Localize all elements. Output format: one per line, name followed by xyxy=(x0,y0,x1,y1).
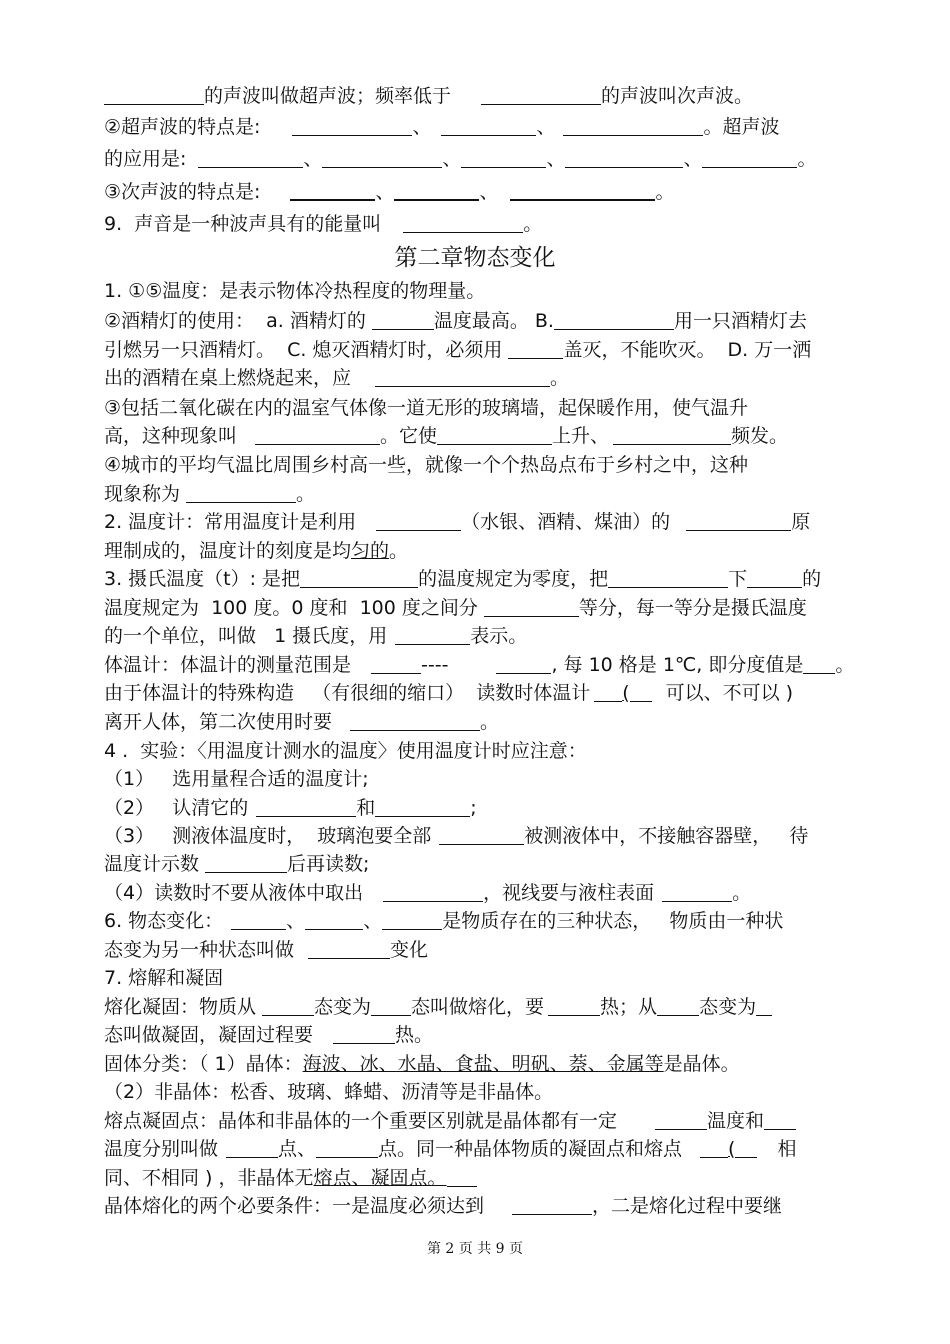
text: 态变为 xyxy=(314,996,372,1018)
text: （1） 选用量程合适的温度计; xyxy=(104,768,369,790)
text: 是物质存在的三种状态， 物质由一种状 xyxy=(442,910,784,932)
blank xyxy=(333,1023,395,1044)
text: 、 xyxy=(479,181,499,203)
line-melting-point-2 xyxy=(104,1135,850,1163)
text: ②超声波的特点是: xyxy=(104,116,261,138)
blank xyxy=(256,796,356,817)
text: 体温计：体温计的测量范围是 xyxy=(104,654,352,676)
text: , 每 10 格是 1℃, 即分度值是 xyxy=(551,654,804,676)
line-melting-2 xyxy=(104,1021,850,1049)
blank xyxy=(702,147,797,168)
blank xyxy=(104,84,204,105)
text: 相 xyxy=(777,1138,797,1160)
text: 、 xyxy=(286,910,306,932)
text: ; xyxy=(470,797,477,819)
blank xyxy=(686,510,791,531)
text: 4 . 实验：〈用温度计测水的温度〉使用温度计时应注意： xyxy=(104,740,587,762)
text: 、 xyxy=(375,181,395,203)
text: 、 xyxy=(363,910,383,932)
text: （3） 测液体温度时， 玻璃泡要全部 xyxy=(104,825,432,847)
line-alcohol-lamp-2 xyxy=(104,336,850,364)
blank xyxy=(662,881,732,902)
line-greenhouse-2 xyxy=(104,422,850,450)
text: （4）读数时不要从液体中取出 xyxy=(104,882,364,904)
blank xyxy=(305,909,363,930)
text: 熔化凝固：物质从 xyxy=(104,996,257,1018)
line-clinical-thermometer xyxy=(104,651,855,679)
text: 被测液体中，不接触容器壁， 待 xyxy=(524,825,809,847)
blank xyxy=(512,1194,592,1215)
blank xyxy=(226,1137,278,1158)
line-celsius-2 xyxy=(104,594,850,622)
text: 。超声波 xyxy=(703,116,780,138)
text-underlined: 熔点、凝固点。 xyxy=(313,1167,447,1189)
line-state-change xyxy=(104,907,850,935)
text: 的声波叫做超声波；频率低于 xyxy=(204,85,452,107)
text: 盖灭，不能吹灭。 D. 万一洒 xyxy=(563,339,812,361)
line-state-change-2 xyxy=(104,936,850,964)
blank xyxy=(594,681,622,702)
text: 的声波叫次声波。 xyxy=(601,85,754,107)
blank xyxy=(382,909,442,930)
text: 离开人体，第二次使用时要 xyxy=(104,711,333,733)
text: ( xyxy=(622,682,630,704)
line-amorphous xyxy=(104,1078,850,1106)
text: 温度和 xyxy=(707,1110,765,1132)
line-solid-types xyxy=(104,1050,850,1078)
blank xyxy=(657,995,699,1016)
blank xyxy=(186,482,296,503)
text: ，二是熔化过程中要继 xyxy=(592,1195,783,1217)
line-ultrasound-applications xyxy=(104,145,850,173)
text: 频发。 xyxy=(731,425,789,447)
text: 9. 声音是一种波声具有的能量叫 xyxy=(104,213,382,235)
blank-underline xyxy=(371,653,421,674)
text: 的 xyxy=(802,568,822,590)
blank xyxy=(383,881,483,902)
line-alcohol-lamp xyxy=(104,307,850,335)
blank xyxy=(747,567,802,588)
blank xyxy=(764,1109,796,1130)
line-step-4 xyxy=(104,879,850,907)
line-heat-island xyxy=(104,451,850,479)
blank xyxy=(205,852,287,873)
blank xyxy=(231,909,286,930)
line-greenhouse xyxy=(104,394,850,422)
blank xyxy=(630,681,652,702)
text: 、 xyxy=(683,148,703,170)
blank xyxy=(255,424,380,445)
text: 态变为另一种状态叫做 xyxy=(104,939,295,961)
text: 上升、 xyxy=(552,425,610,447)
line-clinical-thermometer-3 xyxy=(104,708,850,736)
blank xyxy=(608,567,728,588)
blank xyxy=(439,824,524,845)
text: ③包括二氧化碳在内的温室气体像一道无形的玻璃墙，起保暖作用，使气温升 xyxy=(104,397,749,419)
line-sound-energy xyxy=(104,210,850,238)
text: 1. ①⑤温度：是表示物体冷热程度的物理量。 xyxy=(104,280,486,302)
text: 熔点凝固点：晶体和非晶体的一个重要区别就是晶体都有一定 xyxy=(104,1110,618,1132)
line-heat-island-2 xyxy=(104,480,850,508)
blank xyxy=(441,115,536,136)
text: 固体分类：（ 1）晶体： xyxy=(104,1053,303,1075)
text: 、 xyxy=(536,116,556,138)
text: 点。同一种晶体物质的凝固点和熔点 xyxy=(378,1138,683,1160)
chapter-title: 第二章物态变化 xyxy=(394,245,556,271)
text: 高，这种现象叫 xyxy=(104,425,238,447)
text: 。 xyxy=(550,367,570,389)
text: （2）非晶体：松香、玻璃、蜂蜡、沥清等是非晶体。 xyxy=(104,1081,554,1103)
text: 、 xyxy=(546,148,566,170)
text: 、 xyxy=(303,148,323,170)
text: 变化 xyxy=(390,939,429,961)
text: ---- xyxy=(421,654,449,676)
line-step-1 xyxy=(104,765,850,793)
blank xyxy=(403,212,523,233)
line-step-3b xyxy=(104,850,850,878)
blank xyxy=(508,338,563,359)
text: 7. 熔解和凝固 xyxy=(104,967,224,989)
line-ultrasound-features xyxy=(104,113,850,141)
text: 、 xyxy=(412,116,432,138)
line-alcohol-lamp-3 xyxy=(104,364,850,392)
line-step-3 xyxy=(104,822,850,850)
text: 现象称为 xyxy=(104,483,181,505)
text: 温度计示数 xyxy=(104,853,200,875)
line-celsius xyxy=(104,565,850,593)
text: ②酒精灯的使用： a. 酒精灯的 xyxy=(104,310,366,332)
text-underlined: 海波、冰、水晶、食盐、明矾、萘、金属等 xyxy=(302,1053,664,1075)
line-celsius-3 xyxy=(104,622,850,650)
text: （水银、酒精、煤油）的 xyxy=(461,511,671,533)
blank xyxy=(803,653,835,674)
text: 的应用是: xyxy=(104,148,187,170)
text-underlined: 匀的 xyxy=(351,540,390,562)
text: 。 xyxy=(797,148,817,170)
text: 可以、不可以 ) xyxy=(665,682,794,704)
text: 。 xyxy=(389,540,409,562)
text: 。 xyxy=(480,711,500,733)
blank xyxy=(262,995,314,1016)
blank xyxy=(484,596,579,617)
blank xyxy=(447,1166,477,1187)
text: 、 xyxy=(442,148,462,170)
blank xyxy=(350,710,480,731)
text: 2. 温度计：常用温度计是利用 xyxy=(104,511,357,533)
line-ultrasound-def xyxy=(104,82,850,110)
blank xyxy=(292,115,412,136)
text: 热；从 xyxy=(600,996,658,1018)
text: 的一个单位，叫做 1 摄氏度，用 xyxy=(104,625,388,647)
text: 态叫做熔化，要 xyxy=(411,996,545,1018)
line-thermometer xyxy=(104,508,850,536)
text: 。它使 xyxy=(380,425,438,447)
line-thermometer-2 xyxy=(104,537,850,565)
text: ，视线要与液柱表面 xyxy=(483,882,655,904)
text: 温度最高。 B. xyxy=(433,310,554,332)
text: 同、不相同 ) ，非晶体无 xyxy=(104,1167,314,1189)
blank xyxy=(735,1137,757,1158)
text: 温度规定为 100 度。0 度和 100 度之间分 xyxy=(104,597,478,619)
text: 点、 xyxy=(278,1138,317,1160)
blank xyxy=(300,567,418,588)
blank xyxy=(316,1137,378,1158)
text: 态变为 xyxy=(699,996,757,1018)
blank xyxy=(322,147,442,168)
line-infrasound-features xyxy=(104,178,850,206)
blank xyxy=(376,510,461,531)
text: 下 xyxy=(728,568,748,590)
text: 3. 摄氏温度（t）: 是把 xyxy=(104,568,301,590)
blank xyxy=(375,796,470,817)
blank xyxy=(554,309,674,330)
text: 和 xyxy=(356,797,376,819)
line-melting-heading xyxy=(104,964,850,992)
blank xyxy=(496,653,551,674)
text: 温度分别叫做 xyxy=(104,1138,219,1160)
blank xyxy=(481,84,601,105)
blank xyxy=(655,1109,707,1130)
blank xyxy=(371,995,411,1016)
blank xyxy=(565,147,683,168)
text: 理制成的，温度计的刻度是均 xyxy=(104,540,352,562)
blank xyxy=(613,424,731,445)
blank xyxy=(700,1137,728,1158)
blank xyxy=(394,179,479,201)
blank xyxy=(510,179,655,201)
text: 的温度规定为零度，把 xyxy=(418,568,609,590)
text: 由于体温计的特殊构造 （有很细的缩口） 读数时体温计 xyxy=(104,682,591,704)
text: （2） 认清它的 xyxy=(104,797,249,819)
line-clinical-thermometer-2 xyxy=(104,679,850,707)
text: 出的酒精在桌上燃烧起来，应 xyxy=(104,367,352,389)
line-melting xyxy=(104,993,850,1021)
text: 原 xyxy=(791,511,811,533)
page-footer: 第 2 页 共 9 页 xyxy=(426,1241,524,1257)
blank xyxy=(395,624,470,645)
blank xyxy=(563,115,703,136)
blank xyxy=(461,147,546,168)
blank xyxy=(290,179,375,201)
text: 。 xyxy=(732,882,752,904)
text: ③次声波的特点是: xyxy=(104,181,261,203)
text: ( xyxy=(728,1138,736,1160)
text: 后再读数; xyxy=(287,853,370,875)
blank xyxy=(372,309,434,330)
text: 热。 xyxy=(395,1024,434,1046)
blank xyxy=(437,424,552,445)
blank xyxy=(548,995,600,1016)
text: 表示。 xyxy=(470,625,528,647)
line-temperature-def xyxy=(104,277,850,305)
blank xyxy=(371,653,421,673)
text: 用一只酒精灯去 xyxy=(673,310,807,332)
line-melting-point-3 xyxy=(104,1164,850,1192)
blank xyxy=(375,366,550,387)
text: 引燃另一只酒精灯。 C. 熄灭酒精灯时，必须用 xyxy=(104,339,503,361)
text: ④城市的平均气温比周围乡村高一些，就像一个个热岛点布于乡村之中，这种 xyxy=(104,454,749,476)
line-experiment xyxy=(104,737,850,765)
text: 态叫做凝固，凝固过程要 xyxy=(104,1024,314,1046)
text: 等分，每一等分是摄氏温度 xyxy=(578,597,807,619)
blank xyxy=(198,147,303,168)
text: 6. 物态变化： xyxy=(104,910,224,932)
text: 晶体熔化的两个必要条件：一是温度必须达到 xyxy=(104,1195,485,1217)
text: 。 xyxy=(835,654,855,676)
text: 。 xyxy=(655,181,675,203)
text: 。 xyxy=(523,213,543,235)
line-melting-conditions xyxy=(104,1192,850,1220)
blank xyxy=(756,995,772,1016)
line-melting-point xyxy=(104,1107,850,1135)
text: 是晶体。 xyxy=(663,1053,740,1075)
blank xyxy=(308,938,390,959)
line-step-2 xyxy=(104,794,850,822)
text: 。 xyxy=(296,483,316,505)
